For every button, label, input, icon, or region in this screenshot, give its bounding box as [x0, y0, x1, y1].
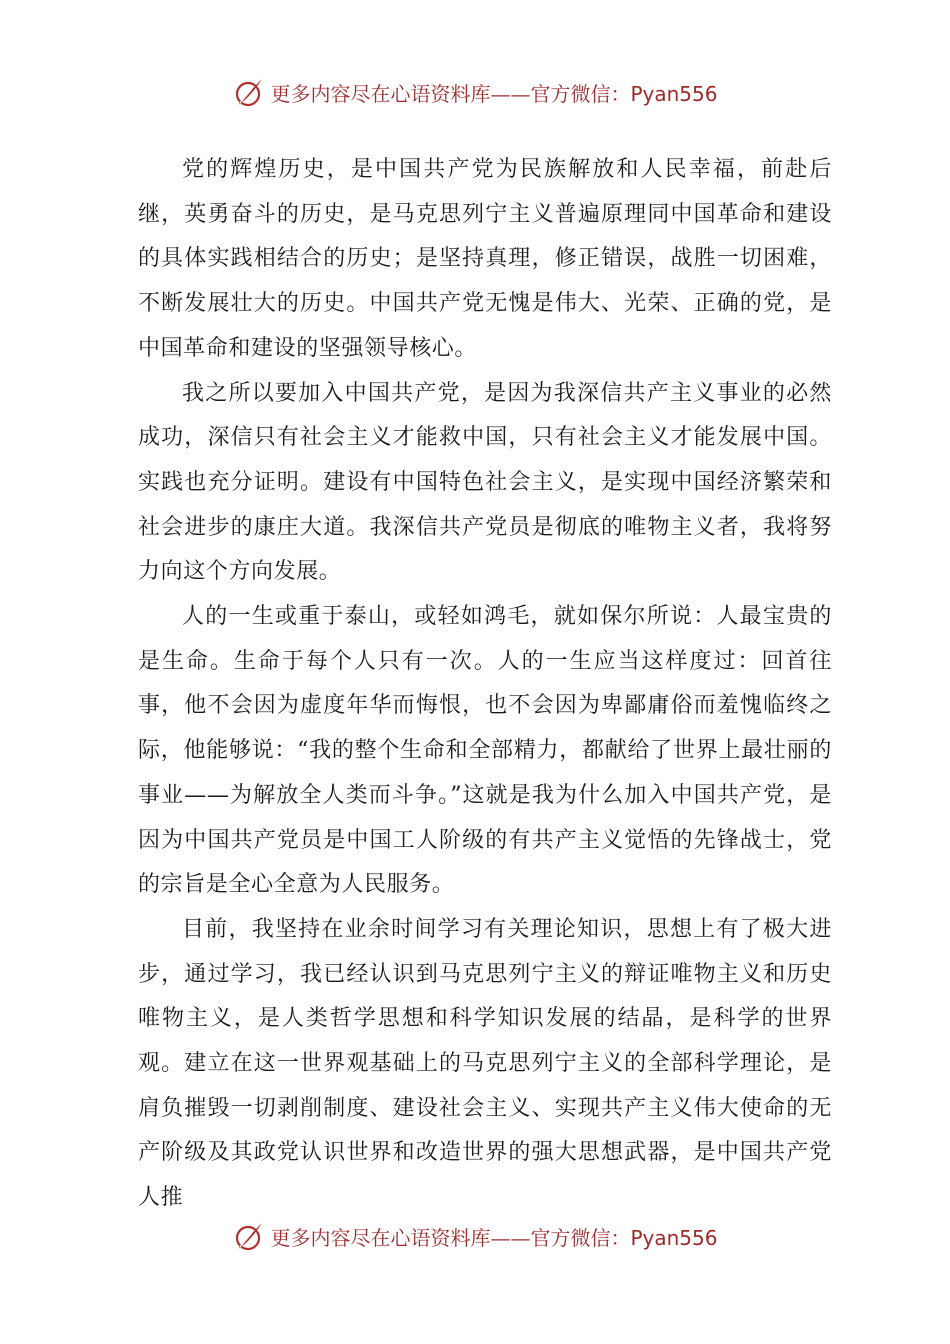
header-dash: ——: [490, 81, 531, 106]
header-brand: 更多内容尽在心语资料库: [270, 81, 491, 106]
footer-brand-text: [270, 1222, 717, 1251]
quill-logo-icon: [232, 1219, 266, 1253]
header-watermark: [0, 72, 950, 112]
footer-brand: 更多内容尽在心语资料库: [270, 1225, 491, 1250]
paragraph-4: 目前，我坚持在业余时间学习有关理论知识，思想上有了极大进步，通过学习，我已经认识到马克思列宁主义的辩证唯物主义和历史唯物主义，是人类哲学思想和科学知识发展的结晶，是科学的世界观。建立在这一世界观基础上的马克思列宁主义的全部科学理论，是肩负摧毁一切剥削制度、建设社会主义、实现共产主义伟大使命的无产阶级及其政党认识世界和改造世界的强大思想武器，是中国共产党人推: [138, 916, 832, 1211]
document-body: [138, 148, 832, 1221]
paragraph-1: 党的辉煌历史，是中国共产党为民族解放和人民幸福，前赴后继，英勇奋斗的历史，是马克思列宁主义普遍原理同中国革命和建设的具体实践相结合的历史；是坚持真理，修正错误，战胜一切困难，不断发展壮大的历史。中国共产党无愧是伟大、光荣、正确的党，是中国革命和建设的坚强领导核心。: [138, 157, 832, 361]
header-brand-text: [270, 78, 717, 107]
footer-wechat: 官方微信：Pyan556: [530, 1225, 718, 1250]
paragraph-2: 我之所以要加入中国共产党，是因为我深信共产主义事业的必然成功，深信只有社会主义才能救中国，只有社会主义才能发展中国。实践也充分证明。建设有中国特色社会主义，是实现中国经济繁荣和社会进步的康庄大道。我深信共产党员是彻底的唯物主义者，我将努力向这个方向发展。: [138, 380, 832, 585]
footer-dash: ——: [490, 1225, 531, 1250]
footer-watermark: [0, 1216, 950, 1256]
paragraph-3: 人的一生或重于泰山，或轻如鸿毛，就如保尔所说：人最宝贵的是生命。生命于每个人只有一次。人的一生应当这样度过：回首往事，他不会因为虚度年华而悔恨，也不会因为卑鄙庸俗而羞愧临终之际，他能够说：“我的整个生命和全部精力，都献给了世界上最壮丽的事业——为解放全人类而斗争。”这就是我为什么加入中国共产党，是因为中国共产党员是中国工人阶级的有共产主义觉悟的先锋战士，党的宗旨是全心全意为人民服务。: [138, 604, 832, 898]
quill-logo-icon: [232, 75, 266, 109]
header-wechat: 官方微信：Pyan556: [530, 81, 718, 106]
